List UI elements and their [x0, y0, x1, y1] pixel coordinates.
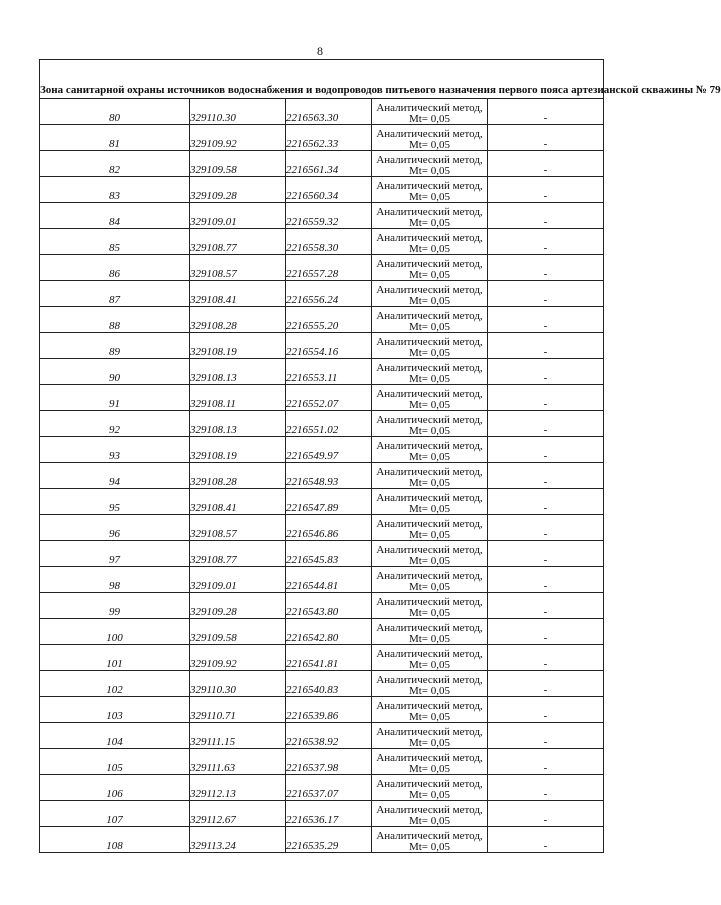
coordinate-y: 2216538.92	[286, 723, 372, 749]
point-number: 81	[40, 125, 190, 151]
determination-method	[372, 411, 488, 437]
point-number: 90	[40, 359, 190, 385]
coordinate-y: 2216546.86	[286, 515, 372, 541]
coordinate-x: 329109.01	[190, 203, 286, 229]
coordinate-x: 329108.11	[190, 385, 286, 411]
method-name: Аналитический метод,	[376, 778, 483, 790]
point-number: 103	[40, 697, 190, 723]
coordinate-x: 329109.58	[190, 619, 286, 645]
mark-cell: -	[488, 203, 604, 229]
table-row	[40, 645, 604, 671]
mark-cell: -	[488, 827, 604, 853]
method-accuracy: Mt= 0,05	[408, 398, 451, 411]
method-accuracy: Mt= 0,05	[408, 502, 451, 515]
coordinate-y: 2216536.17	[286, 801, 372, 827]
method-name: Аналитический метод,	[376, 648, 483, 660]
coordinate-x: 329108.19	[190, 333, 286, 359]
method-name: Аналитический метод,	[376, 154, 483, 166]
coordinate-y: 2216544.81	[286, 567, 372, 593]
determination-method	[372, 593, 488, 619]
point-number: 88	[40, 307, 190, 333]
determination-method	[372, 775, 488, 801]
table-row	[40, 385, 604, 411]
mark-cell: -	[488, 307, 604, 333]
point-number: 80	[40, 99, 190, 125]
coordinate-y: 2216557.28	[286, 255, 372, 281]
coordinate-x: 329108.41	[190, 489, 286, 515]
table-row	[40, 333, 604, 359]
determination-method	[372, 749, 488, 775]
mark-cell: -	[488, 541, 604, 567]
coordinate-x: 329108.13	[190, 359, 286, 385]
point-number: 93	[40, 437, 190, 463]
point-number: 99	[40, 593, 190, 619]
coordinate-x: 329109.01	[190, 567, 286, 593]
method-name: Аналитический метод,	[376, 336, 483, 348]
method-accuracy: Mt= 0,05	[408, 268, 451, 281]
method-name: Аналитический метод,	[376, 492, 483, 504]
point-number: 86	[40, 255, 190, 281]
method-name: Аналитический метод,	[376, 466, 483, 478]
coordinate-y: 2216548.93	[286, 463, 372, 489]
method-name: Аналитический метод,	[376, 310, 483, 322]
coordinate-y: 2216562.33	[286, 125, 372, 151]
determination-method	[372, 645, 488, 671]
mark-cell: -	[488, 801, 604, 827]
table-row	[40, 567, 604, 593]
method-accuracy: Mt= 0,05	[408, 164, 451, 177]
point-number: 106	[40, 775, 190, 801]
coordinate-y: 2216542.80	[286, 619, 372, 645]
mark-cell: -	[488, 177, 604, 203]
determination-method	[372, 671, 488, 697]
coordinate-y: 2216545.83	[286, 541, 372, 567]
mark-cell: -	[488, 515, 604, 541]
mark-cell: -	[488, 697, 604, 723]
coordinate-x: 329112.67	[190, 801, 286, 827]
table-row	[40, 619, 604, 645]
point-number: 104	[40, 723, 190, 749]
coordinate-y: 2216537.98	[286, 749, 372, 775]
determination-method	[372, 229, 488, 255]
coordinate-y: 2216559.32	[286, 203, 372, 229]
point-number: 82	[40, 151, 190, 177]
coordinate-y: 2216553.11	[286, 359, 372, 385]
coordinate-y: 2216535.29	[286, 827, 372, 853]
table-row	[40, 463, 604, 489]
method-accuracy: Mt= 0,05	[408, 294, 451, 307]
mark-cell: -	[488, 645, 604, 671]
point-number: 92	[40, 411, 190, 437]
table-row	[40, 515, 604, 541]
method-accuracy: Mt= 0,05	[408, 736, 451, 749]
coordinates-table	[39, 59, 721, 853]
determination-method	[372, 281, 488, 307]
determination-method	[372, 827, 488, 853]
coordinate-y: 2216551.02	[286, 411, 372, 437]
determination-method	[372, 151, 488, 177]
method-name: Аналитический метод,	[376, 180, 483, 192]
mark-cell: -	[488, 411, 604, 437]
method-accuracy: Mt= 0,05	[408, 606, 451, 619]
coordinate-x: 329108.77	[190, 541, 286, 567]
method-name: Аналитический метод,	[376, 596, 483, 608]
table-row	[40, 749, 604, 775]
table-row	[40, 411, 604, 437]
page-number: 8	[317, 44, 323, 58]
table-row	[40, 203, 604, 229]
coordinate-x: 329110.71	[190, 697, 286, 723]
table-title: Зона санитарной охраны источников водоснабжения и водопроводов питьевого назначения первого пояса артезианской скважины № 79	[40, 60, 604, 99]
determination-method	[372, 697, 488, 723]
method-name: Аналитический метод,	[376, 440, 483, 452]
determination-method	[372, 541, 488, 567]
coordinate-y: 2216539.86	[286, 697, 372, 723]
table-row	[40, 177, 604, 203]
method-accuracy: Mt= 0,05	[408, 632, 451, 645]
method-accuracy: Mt= 0,05	[408, 346, 451, 359]
method-accuracy: Mt= 0,05	[408, 554, 451, 567]
mark-cell: -	[488, 593, 604, 619]
coordinate-x: 329109.28	[190, 593, 286, 619]
method-name: Аналитический метод,	[376, 674, 483, 686]
coordinate-y: 2216537.07	[286, 775, 372, 801]
coordinate-y: 2216555.20	[286, 307, 372, 333]
determination-method	[372, 177, 488, 203]
method-name: Аналитический метод,	[376, 700, 483, 712]
table-row	[40, 229, 604, 255]
coordinate-x: 329110.30	[190, 671, 286, 697]
determination-method	[372, 385, 488, 411]
coordinate-y: 2216554.16	[286, 333, 372, 359]
method-name: Аналитический метод,	[376, 362, 483, 374]
table-row	[40, 541, 604, 567]
coordinate-x: 329110.30	[190, 99, 286, 125]
point-number: 89	[40, 333, 190, 359]
determination-method	[372, 801, 488, 827]
method-name: Аналитический метод,	[376, 752, 483, 764]
mark-cell: -	[488, 333, 604, 359]
mark-cell: -	[488, 671, 604, 697]
method-accuracy: Mt= 0,05	[408, 138, 451, 151]
method-accuracy: Mt= 0,05	[408, 684, 451, 697]
method-accuracy: Mt= 0,05	[408, 658, 451, 671]
coordinate-x: 329108.28	[190, 463, 286, 489]
determination-method	[372, 437, 488, 463]
coordinate-x: 329108.57	[190, 515, 286, 541]
coordinate-y: 2216558.30	[286, 229, 372, 255]
mark-cell: -	[488, 775, 604, 801]
method-name: Аналитический метод,	[376, 284, 483, 296]
point-number: 100	[40, 619, 190, 645]
coordinate-x: 329109.92	[190, 645, 286, 671]
method-accuracy: Mt= 0,05	[408, 112, 451, 125]
table-row	[40, 697, 604, 723]
table-row	[40, 281, 604, 307]
table-row	[40, 125, 604, 151]
table-row	[40, 827, 604, 853]
coordinate-x: 329112.13	[190, 775, 286, 801]
method-accuracy: Mt= 0,05	[408, 476, 451, 489]
determination-method	[372, 489, 488, 515]
coordinate-y: 2216541.81	[286, 645, 372, 671]
coordinate-y: 2216552.07	[286, 385, 372, 411]
determination-method	[372, 463, 488, 489]
table-row	[40, 151, 604, 177]
coordinate-x: 329108.19	[190, 437, 286, 463]
coordinate-x: 329109.92	[190, 125, 286, 151]
determination-method	[372, 307, 488, 333]
method-accuracy: Mt= 0,05	[408, 190, 451, 203]
point-number: 97	[40, 541, 190, 567]
point-number: 101	[40, 645, 190, 671]
method-name: Аналитический метод,	[376, 804, 483, 816]
mark-cell: -	[488, 567, 604, 593]
method-name: Аналитический метод,	[376, 128, 483, 140]
table-row	[40, 99, 604, 125]
point-number: 91	[40, 385, 190, 411]
table-row	[40, 671, 604, 697]
table-row	[40, 307, 604, 333]
method-name: Аналитический метод,	[376, 232, 483, 244]
method-accuracy: Mt= 0,05	[408, 372, 451, 385]
determination-method	[372, 333, 488, 359]
point-number: 96	[40, 515, 190, 541]
method-accuracy: Mt= 0,05	[408, 528, 451, 541]
method-accuracy: Mt= 0,05	[408, 840, 451, 853]
coordinate-x: 329108.28	[190, 307, 286, 333]
point-number: 95	[40, 489, 190, 515]
point-number: 84	[40, 203, 190, 229]
point-number: 85	[40, 229, 190, 255]
mark-cell: -	[488, 385, 604, 411]
method-name: Аналитический метод,	[376, 622, 483, 634]
determination-method	[372, 619, 488, 645]
coordinate-y: 2216547.89	[286, 489, 372, 515]
determination-method	[372, 125, 488, 151]
point-number: 102	[40, 671, 190, 697]
coordinate-y: 2216556.24	[286, 281, 372, 307]
coordinate-x: 329111.15	[190, 723, 286, 749]
method-name: Аналитический метод,	[376, 258, 483, 270]
mark-cell: -	[488, 255, 604, 281]
mark-cell: -	[488, 437, 604, 463]
coordinate-y: 2216560.34	[286, 177, 372, 203]
point-number: 107	[40, 801, 190, 827]
coordinate-x: 329111.63	[190, 749, 286, 775]
coordinate-y: 2216561.34	[286, 151, 372, 177]
method-accuracy: Mt= 0,05	[408, 814, 451, 827]
method-accuracy: Mt= 0,05	[408, 580, 451, 593]
mark-cell: -	[488, 229, 604, 255]
mark-cell: -	[488, 359, 604, 385]
table-row	[40, 255, 604, 281]
coordinate-y: 2216543.80	[286, 593, 372, 619]
mark-cell: -	[488, 281, 604, 307]
mark-cell: -	[488, 749, 604, 775]
method-name: Аналитический метод,	[376, 570, 483, 582]
point-number: 108	[40, 827, 190, 853]
determination-method	[372, 515, 488, 541]
coordinate-x: 329108.77	[190, 229, 286, 255]
point-number: 98	[40, 567, 190, 593]
method-accuracy: Mt= 0,05	[408, 788, 451, 801]
coordinate-x: 329108.41	[190, 281, 286, 307]
determination-method	[372, 567, 488, 593]
method-name: Аналитический метод,	[376, 388, 483, 400]
table-row	[40, 593, 604, 619]
point-number: 94	[40, 463, 190, 489]
table-row	[40, 723, 604, 749]
table-row	[40, 775, 604, 801]
mark-cell: -	[488, 489, 604, 515]
method-accuracy: Mt= 0,05	[408, 320, 451, 333]
coordinate-x: 329113.24	[190, 827, 286, 853]
point-number: 105	[40, 749, 190, 775]
method-accuracy: Mt= 0,05	[408, 216, 451, 229]
method-accuracy: Mt= 0,05	[408, 450, 451, 463]
method-name: Аналитический метод,	[376, 518, 483, 530]
table-row	[40, 359, 604, 385]
method-accuracy: Mt= 0,05	[408, 424, 451, 437]
method-name: Аналитический метод,	[376, 726, 483, 738]
method-name: Аналитический метод,	[376, 206, 483, 218]
mark-cell: -	[488, 463, 604, 489]
point-number: 83	[40, 177, 190, 203]
coordinate-x: 329108.57	[190, 255, 286, 281]
method-accuracy: Mt= 0,05	[408, 762, 451, 775]
method-name: Аналитический метод,	[376, 414, 483, 426]
method-name: Аналитический метод,	[376, 544, 483, 556]
table-row	[40, 437, 604, 463]
method-name: Аналитический метод,	[376, 830, 483, 842]
table-row	[40, 489, 604, 515]
coordinate-y: 2216563.30	[286, 99, 372, 125]
mark-cell: -	[488, 151, 604, 177]
coordinate-x: 329108.13	[190, 411, 286, 437]
mark-cell: -	[488, 619, 604, 645]
mark-cell: -	[488, 99, 604, 125]
method-name: Аналитический метод,	[376, 102, 483, 114]
determination-method	[372, 359, 488, 385]
determination-method	[372, 99, 488, 125]
mark-cell: -	[488, 723, 604, 749]
mark-cell: -	[488, 125, 604, 151]
determination-method	[372, 203, 488, 229]
determination-method	[372, 255, 488, 281]
coordinate-y: 2216549.97	[286, 437, 372, 463]
point-number: 87	[40, 281, 190, 307]
coordinate-y: 2216540.83	[286, 671, 372, 697]
coordinate-x: 329109.28	[190, 177, 286, 203]
determination-method	[372, 723, 488, 749]
method-accuracy: Mt= 0,05	[408, 710, 451, 723]
table-row	[40, 801, 604, 827]
coordinate-x: 329109.58	[190, 151, 286, 177]
method-accuracy: Mt= 0,05	[408, 242, 451, 255]
